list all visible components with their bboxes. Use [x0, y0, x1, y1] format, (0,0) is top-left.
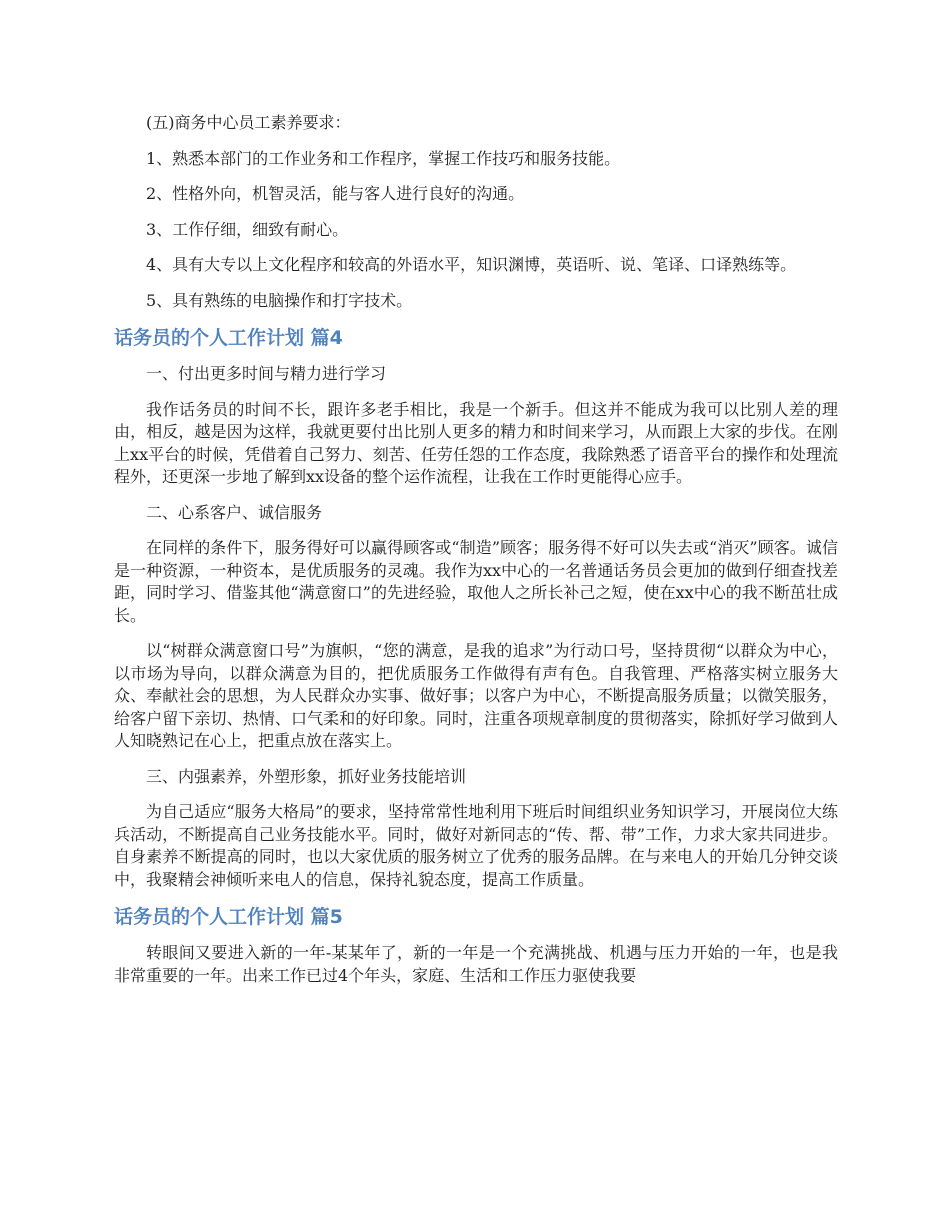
- paragraph-new-year: 转眼间又要进入新的一年-某某年了，新的一年是一个充满挑战、机遇与压力开始的一年，也是我非常重要的一年。出来工作已过4个年头，家庭、生活和工作压力驱使我要: [114, 943, 838, 985]
- subheading-study: 一、付出更多时间与精力进行学习: [146, 364, 387, 383]
- requirement-item-1: 1、熟悉本部门的工作业务和工作程序，掌握工作技巧和服务技能。: [146, 148, 621, 168]
- requirement-item-5: 5、具有熟练的电脑操作和打字技术。: [146, 290, 413, 310]
- requirement-item-2: 2、性格外向，机智灵活，能与客人进行良好的沟通。: [146, 184, 525, 203]
- requirement-item-4: 4、具有大专以上文化程序和较高的外语水平，知识渊博，英语听、说、笔译、口译熟练等。: [146, 255, 797, 274]
- section-heading-part-4: 话务员的个人工作计划 篇4: [114, 327, 343, 349]
- document-body: [114, 112, 838, 1000]
- subheading-training: 三、内强素养，外塑形象，抓好业务技能培训: [146, 766, 467, 786]
- paragraph-service-slogan: 以“树群众满意窗口号”为旗帜，“您的满意，是我的追求”为行动口号，坚持贯彻“以群众为中心，以市场为导向，以群众满意为目的，把优质服务工作做得有声有色。自我管理、严格落实树立服务大众、奉献社会的思想，为人民群众办实事、做好事；以客户为中心，不断提高服务质量；以微笑服务，给客户留下亲切、热情、口气柔和的好印象。同时，注重各项规章制度的贯彻落实，除抓好学习做到人人知晓熟记在心上，把重点放在落实上。: [114, 641, 838, 750]
- subheading-customer-service: 二、心系客户、诚信服务: [146, 502, 323, 522]
- section-title-business-center: (五)商务中心员工素养要求：: [146, 113, 351, 132]
- paragraph-training: 为自己适应“服务大格局”的要求，坚持常常性地利用下班后时间组织业务知识学习，开展岗位大练兵活动，不断提高自己业务技能水平。同时，做好对新同志的“传、帮、带”工作，力求大家共同进步。自身素养不断提高的同时，也以大家优质的服务树立了优秀的服务品牌。在与来电人的开始几分钟交谈中，我聚精会神倾听来电人的信息，保持礼貌态度，提高工作质量。: [114, 802, 838, 889]
- section-heading-part-5: 话务员的个人工作计划 篇5: [114, 906, 343, 928]
- paragraph-customer-service: 在同样的条件下，服务得好可以赢得顾客或“制造”顾客；服务得不好可以失去或“消灭”顾客。诚信是一种资源，一种资本，是优质服务的灵魂。我作为xx中心的一名普通话务员会更加的做到仔细查找差距，同时学习、借鉴其他“满意窗口”的先进经验，取他人之所长补己之短，使在xx中心的我不断茁壮成长。: [114, 538, 838, 625]
- requirement-item-3: 3、工作仔细，细致有耐心。: [146, 219, 349, 239]
- paragraph-study: 我作话务员的时间不长，跟许多老手相比，我是一个新手。但这并不能成为我可以比别人差的理由，相反，越是因为这样，我就更要付出比别人更多的精力和时间来学习，从而跟上大家的步伐。在刚上xx平台的时候，凭借着自己努力、刻苦、任劳任怨的工作态度，我除熟悉了语音平台的操作和处理流程外，还更深一步地了解到xx设备的整个运作流程，让我在工作时更能得心应手。: [114, 399, 838, 486]
